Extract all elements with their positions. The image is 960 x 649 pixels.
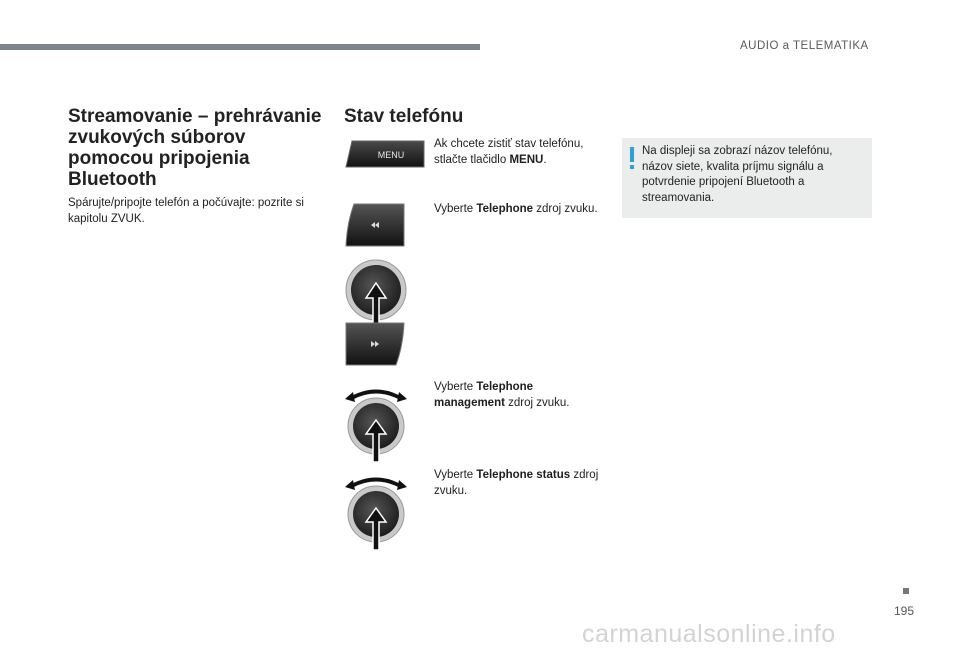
step-4-text	[434, 468, 604, 499]
step-1-bold: MENU	[509, 153, 544, 166]
info-marker-dot	[630, 165, 634, 169]
step-3-text	[434, 380, 604, 411]
section-title: AUDIO a TELEMATIKA	[740, 40, 869, 52]
step-1-end: .	[543, 153, 547, 166]
step-2-pre: Vyberte	[434, 203, 477, 215]
header-bar	[0, 44, 480, 50]
step-4-post: zdroj zvuku.	[434, 469, 599, 497]
previous-button-icon	[344, 203, 406, 247]
step-2-post: zdroj zvuku.	[533, 203, 598, 215]
step-4-pre: Vyberte	[434, 469, 477, 481]
step-1-pre: Ak chcete zistiť stav telefónu, stlačte tlačidlo	[434, 138, 584, 166]
step-1-text	[434, 137, 604, 168]
step-2-bold: Telephone	[476, 203, 534, 215]
streaming-paragraph: Spárujte/pripojte telefón a počúvajte: pozrite si kapitolu ZVUK.	[68, 197, 304, 225]
page-number: 195	[893, 604, 914, 618]
info-note-text: Na displeji sa zobrazí názov telefónu, názov siete, kvalita príjmu signálu a potvrdenie pripojení Bluetooth a streamovania.	[642, 145, 833, 204]
page-bullet	[903, 588, 909, 594]
info-note-box	[622, 138, 872, 218]
step-3-pre: Vyberte	[434, 381, 477, 393]
step-2-text	[434, 202, 604, 218]
watermark: carmanualsonline.info	[582, 620, 836, 648]
rotate-knob-icon	[344, 470, 408, 558]
phone-status-heading: Stav telefónu	[344, 106, 464, 127]
info-marker-icon	[630, 147, 634, 162]
step-3-post: zdroj zvuku.	[504, 396, 570, 409]
menu-button-icon	[344, 140, 426, 168]
step-3-bold: Telephone management	[434, 381, 534, 409]
streaming-heading: Streamovanie – prehrávanie zvukových súborov pomocou pripojenia Bluetooth	[68, 106, 322, 190]
step-4-bold: Telephone status	[476, 469, 571, 481]
next-button-icon	[344, 322, 406, 366]
rotate-knob-icon	[344, 382, 408, 470]
menu-button-label: MENU	[377, 150, 405, 160]
